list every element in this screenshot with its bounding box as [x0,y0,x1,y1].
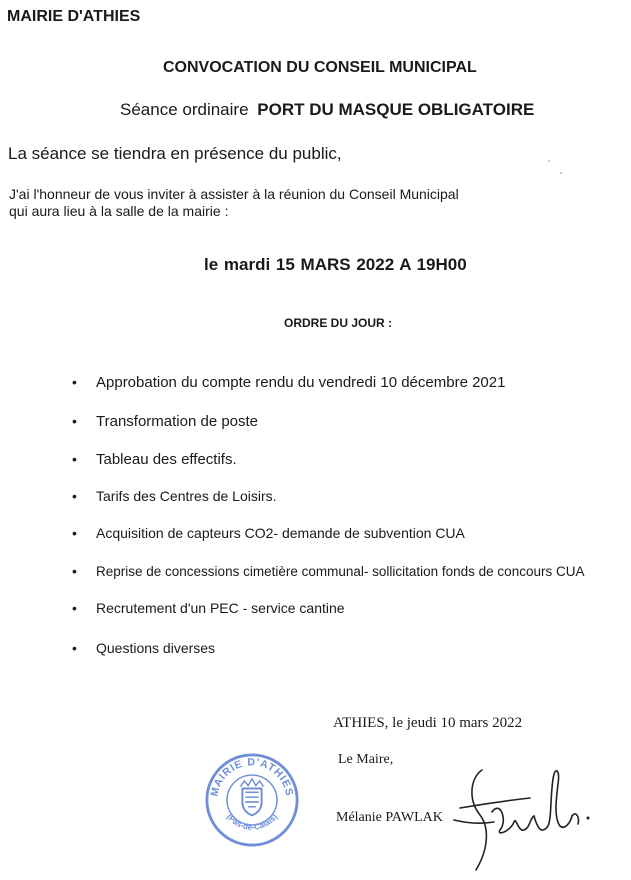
signatory-title: Le Maire, [338,752,394,767]
meeting-date: le mardi 15 MARS 2022 A 19H00 [204,255,467,274]
town-hall-stamp [204,752,300,848]
bullet-icon: • [72,640,77,656]
agenda-item-text: Acquisition de capteurs CO2- demande de subvention CUA [96,525,465,541]
scan-speck [548,160,550,162]
signature-stroke [492,808,534,833]
mayor-signature [430,760,595,875]
bullet-icon: • [72,451,77,467]
agenda-item [72,374,505,391]
invitation-line-2: qui aura lieu à la salle de la mairie : [9,203,229,219]
agenda-item-text: Tableau des effectifs. [96,451,237,468]
stamp-top-path: MAIRIE D'ATHIES [208,756,296,798]
bullet-icon: • [72,374,77,390]
agenda-item-text: Questions diverses [96,640,216,656]
signatory-name: Mélanie PAWLAK [336,810,443,825]
agenda-item [72,488,277,504]
session-type: Séance ordinaire [120,100,249,119]
organization-name: MAIRIE D'ATHIES [7,8,141,25]
place-and-date: ATHIES, le jeudi 10 mars 2022 [333,715,523,731]
agenda-item-text: Reprise de concessions cimetière communal- sollicitation fonds de concours CUA [96,564,585,579]
mask-notice: PORT DU MASQUE OBLIGATOIRE [257,100,535,119]
stamp-bottom-path: (Pas-de-Calais) [224,812,280,832]
agenda-item-text: Tarifs des Centres de Loisirs. [96,488,277,504]
signature-stroke [572,814,579,824]
signature-stroke [472,770,486,870]
agenda-heading: ORDRE DU JOUR : [284,316,393,330]
coat-of-arms-icon [240,779,263,815]
agenda-item [72,451,237,468]
agenda-item-text: Recrutement d'un PEC - service cantine [96,600,345,616]
bullet-icon: • [72,488,77,504]
bullet-icon: • [72,563,77,579]
agenda-item [72,413,258,430]
bullet-icon: • [72,413,77,429]
agenda-item-text: Transformation de poste [96,413,259,430]
agenda-item [72,600,345,616]
signature-stroke [460,798,530,808]
stamp-top-text [208,756,295,797]
signature-stroke [454,820,494,823]
agenda-item [72,563,584,579]
agenda-item [72,640,215,656]
scan-speck [560,172,562,174]
session-line [120,100,534,120]
bullet-icon: • [72,525,77,541]
signature-stroke [534,771,572,830]
signature-dot [587,817,590,820]
document-title: CONVOCATION DU CONSEIL MUNICIPAL [163,59,477,76]
agenda-item [72,525,465,541]
agenda-item-text: Approbation du compte rendu du vendredi 10 décembre 2021 [96,374,506,391]
bullet-icon: • [72,600,77,616]
invitation-line-1: J'ai l'honneur de vous inviter à assister à la réunion du Conseil Municipal [9,186,459,202]
public-notice: La séance se tiendra en présence du public, [8,144,342,163]
